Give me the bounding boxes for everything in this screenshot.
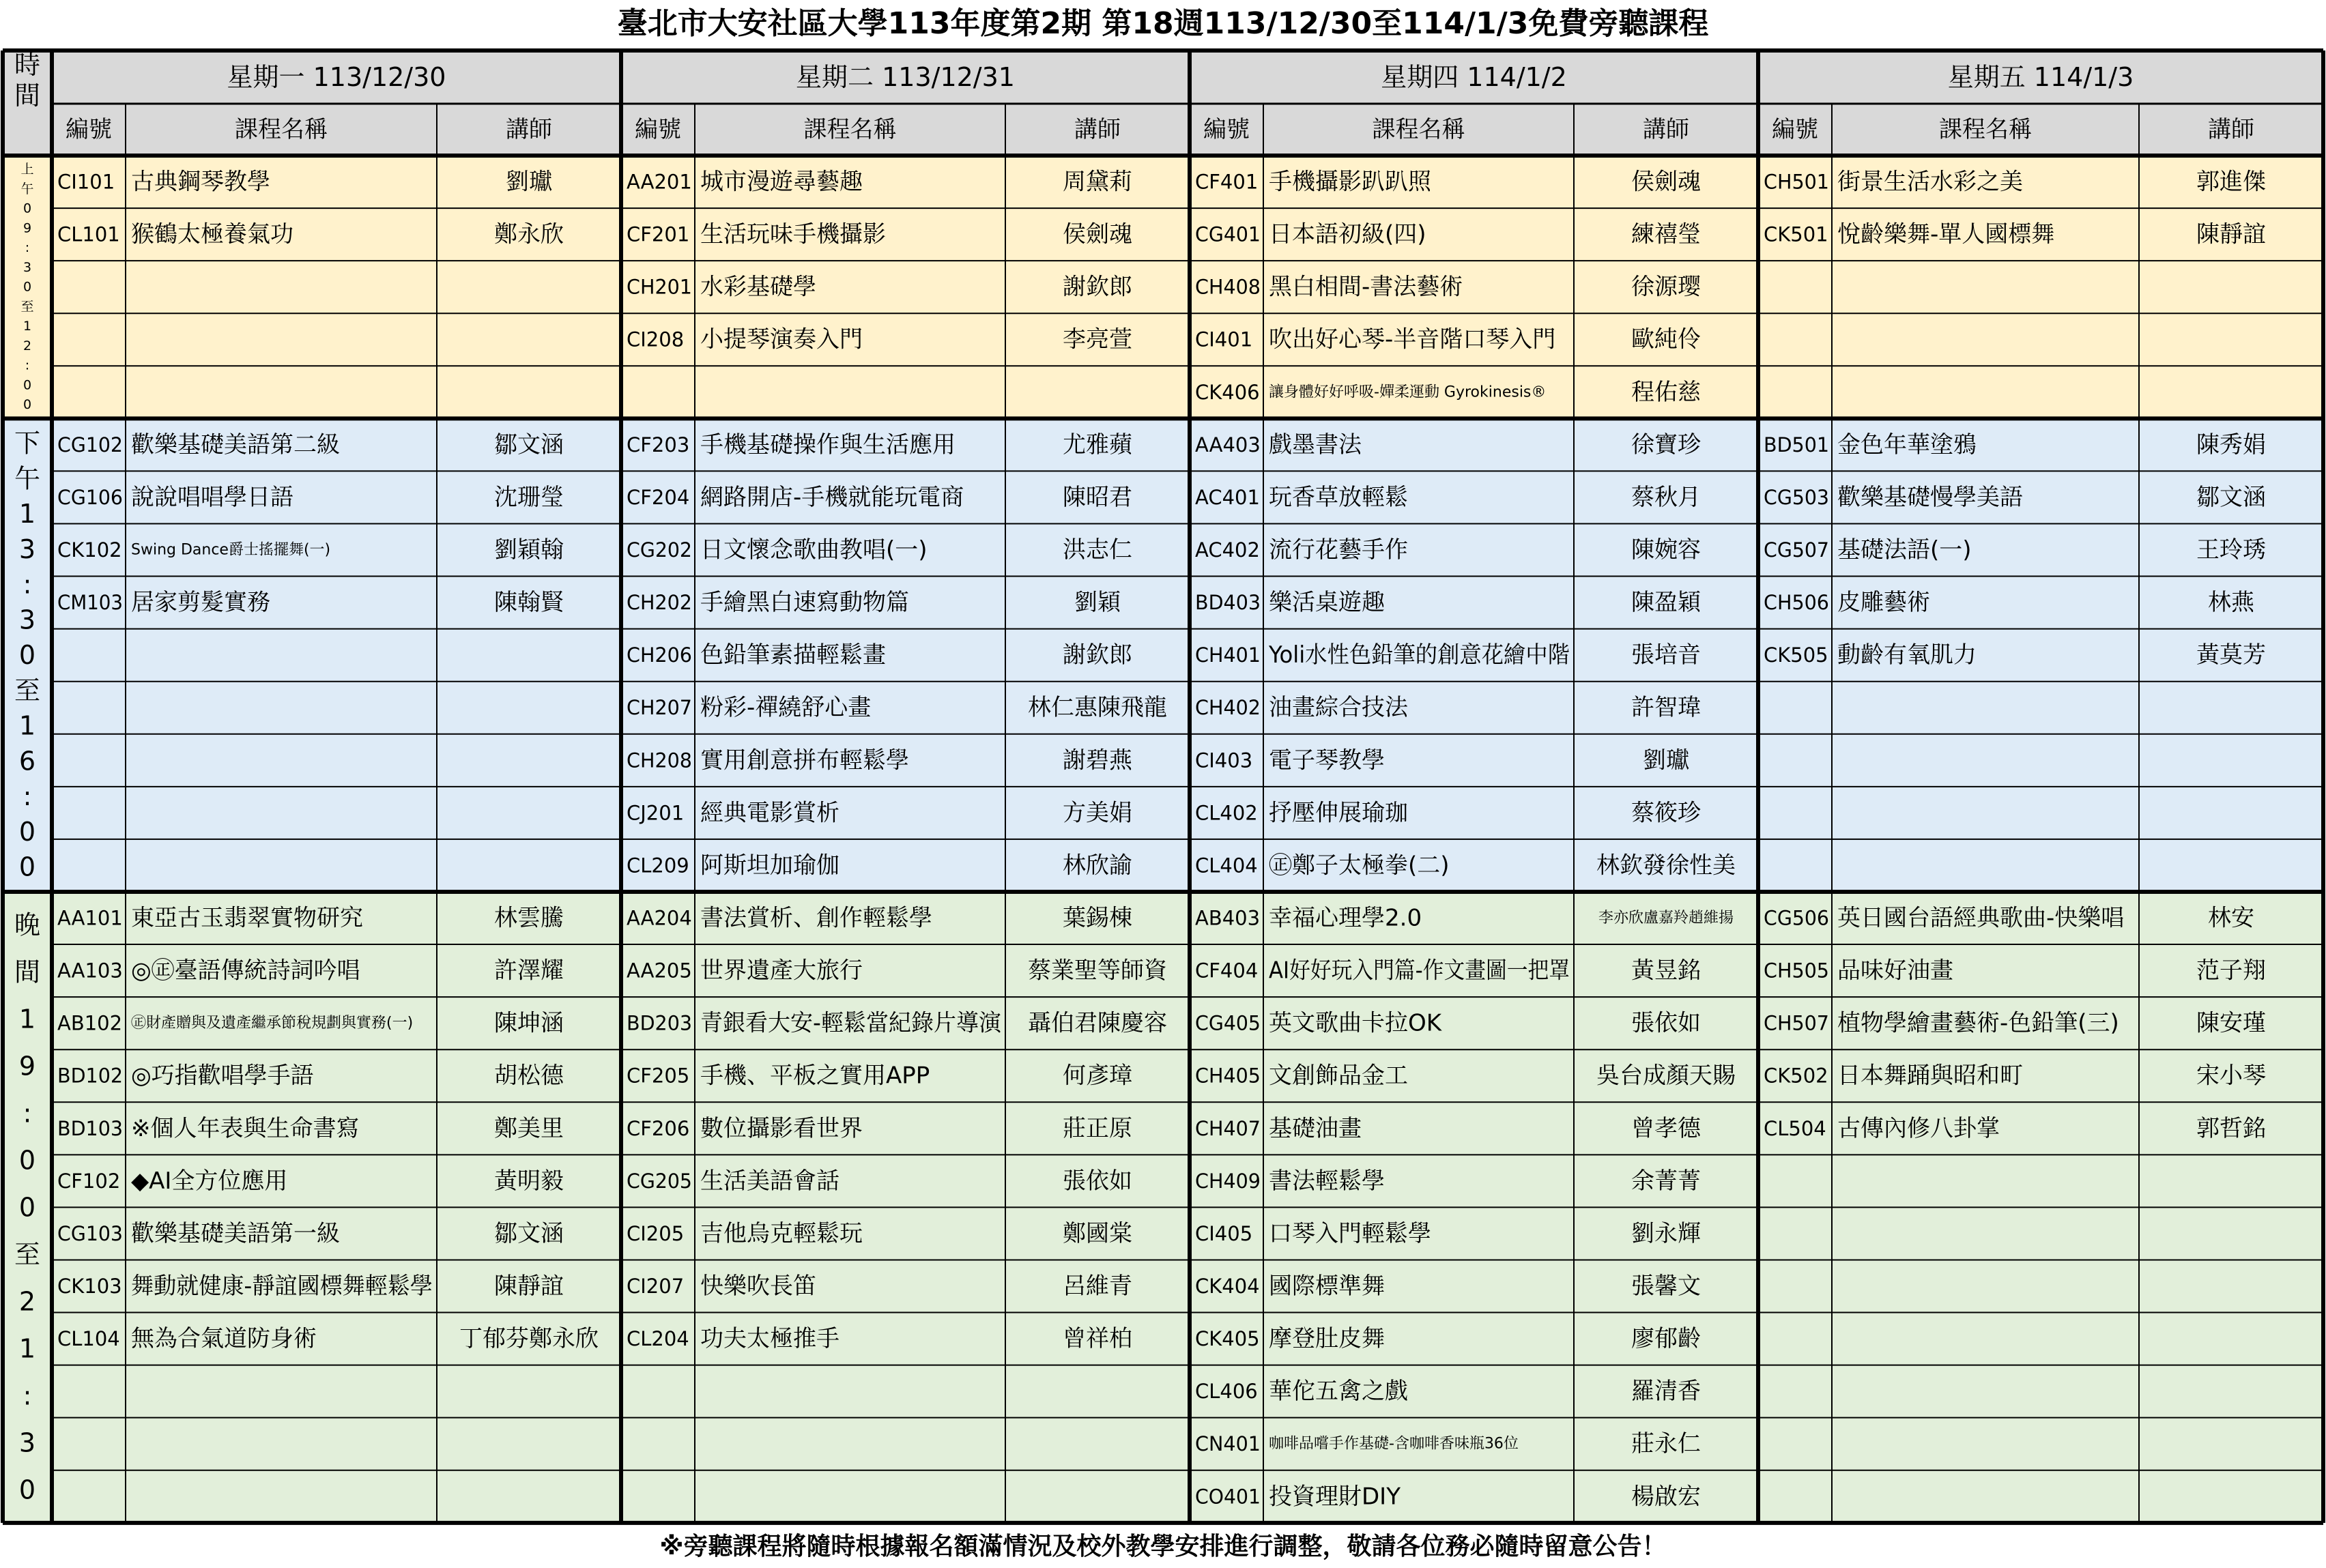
time-label-char: 9	[18, 1051, 36, 1081]
course-name: 英文歌曲卡拉OK	[1269, 1009, 1442, 1037]
course-code: CI401	[1195, 328, 1253, 351]
course-name: 手機基礎操作與生活應用	[700, 431, 956, 459]
course-code: AA101	[57, 906, 123, 930]
time-label-char: 晚	[14, 910, 41, 940]
course-instructor: 鄒文涵	[494, 431, 564, 459]
time-label-char: :	[25, 358, 30, 373]
course-instructor: 蔡筱珍	[1631, 799, 1701, 827]
course-instructor: 許澤耀	[494, 957, 564, 985]
course-name: 世界遺產大旅行	[700, 957, 863, 985]
course-name: 金色年華塗鴉	[1837, 431, 1977, 459]
course-code: CK502	[1764, 1064, 1828, 1088]
course-instructor: 周黛莉	[1063, 168, 1132, 196]
course-name: 生活美語會話	[700, 1167, 839, 1195]
time-label-char: 3	[23, 259, 32, 275]
course-code: CH202	[627, 591, 692, 615]
column-header-instructor: 講師	[1074, 116, 1121, 143]
course-instructor: 莊正原	[1063, 1114, 1132, 1142]
course-instructor: 徐源璎	[1631, 273, 1701, 301]
time-header-char: 時	[14, 50, 41, 80]
time-label-char: :	[23, 1098, 32, 1129]
course-name: 無為合氣道防身術	[131, 1325, 317, 1353]
course-instructor: 林安	[2208, 904, 2254, 932]
course-name: 色鉛筆素描輕鬆畫	[700, 641, 886, 669]
course-name: 吉他烏克輕鬆玩	[700, 1219, 863, 1247]
course-code: CN401	[1195, 1432, 1261, 1456]
course-instructor: 陳秀娟	[2196, 431, 2266, 459]
course-instructor: 曾祥柏	[1063, 1325, 1132, 1353]
course-instructor: 張培音	[1631, 641, 1701, 669]
column-header-code: 編號	[1203, 116, 1250, 143]
day-header: 星期四 114/1/2	[1381, 62, 1567, 92]
course-instructor: 練禧瑩	[1631, 220, 1701, 248]
course-code: CG405	[1195, 1011, 1261, 1035]
course-code: AB102	[57, 1011, 123, 1035]
course-name: ㊣財產贈與及遺產繼承節稅規劃與實務(一)	[131, 1015, 414, 1032]
course-name: ◎巧指歡唱學手語	[131, 1062, 314, 1090]
course-code: CI405	[1195, 1221, 1253, 1245]
time-label-char: 0	[18, 1475, 36, 1505]
course-code: CF401	[1195, 170, 1259, 194]
course-name: 咖啡品嚐手作基礎-含咖啡香味瓶36位	[1269, 1435, 1519, 1453]
course-code: CI205	[627, 1221, 685, 1245]
course-name: 歡樂基礎美語第一級	[131, 1219, 340, 1247]
course-name: 實用創意拼布輕鬆學	[700, 746, 909, 774]
time-label-char: 1	[18, 1004, 36, 1034]
course-instructor: 劉穎翰	[494, 536, 564, 564]
day-header: 星期五 114/1/3	[1947, 62, 2134, 92]
course-name: 戲墨書法	[1269, 431, 1362, 459]
time-label-char: 9	[23, 220, 32, 236]
course-name: 手機攝影趴趴照	[1269, 168, 1431, 196]
course-instructor: 李亮萱	[1063, 325, 1132, 353]
course-name: 幸福心理學2.0	[1269, 904, 1422, 932]
course-code: AA205	[627, 959, 692, 983]
course-instructor: 劉瓛	[1643, 746, 1689, 774]
course-instructor: 廖郁齡	[1631, 1325, 1701, 1353]
course-instructor: 劉永輝	[1631, 1219, 1701, 1247]
time-label-char: :	[23, 1380, 32, 1411]
course-name: 手繪黑白速寫動物篇	[700, 589, 909, 617]
course-code: CK103	[57, 1275, 122, 1298]
time-label-char: 0	[23, 397, 32, 413]
course-name: 日文懷念歌曲教唱(一)	[700, 536, 928, 564]
course-instructor: 陳盈穎	[1631, 589, 1701, 617]
course-name: ※個人年表與生命書寫	[131, 1114, 360, 1142]
course-instructor: 丁郁芬鄭永欣	[459, 1325, 599, 1353]
course-code: CI403	[1195, 749, 1253, 772]
time-label-char: 午	[20, 181, 34, 197]
course-name: 電子琴教學	[1269, 746, 1385, 774]
course-code: CL404	[1195, 854, 1258, 877]
course-code: CG401	[1195, 222, 1261, 246]
course-name: 基礎法語(一)	[1837, 536, 1972, 564]
course-name: 歡樂基礎美語第二級	[131, 431, 340, 459]
course-code: CI207	[627, 1275, 685, 1298]
course-code: CH408	[1195, 275, 1261, 299]
course-name: 品味好油畫	[1837, 957, 1953, 985]
course-code: CF201	[627, 222, 690, 246]
course-instructor: 沈珊瑩	[494, 483, 564, 511]
course-instructor: 林雲騰	[494, 904, 564, 932]
course-instructor: 歐純伶	[1631, 325, 1701, 353]
course-instructor: 陳安瑾	[2196, 1009, 2266, 1037]
course-instructor: 楊啟宏	[1631, 1483, 1701, 1511]
course-instructor: 張依如	[1063, 1167, 1132, 1195]
course-instructor: 胡松德	[494, 1062, 564, 1090]
course-code: AC401	[1195, 485, 1260, 509]
course-name: 居家剪髮實務	[131, 589, 270, 617]
course-name: 玩香草放輕鬆	[1269, 483, 1408, 511]
course-instructor: 李亦欣盧嘉羚趙維揚	[1598, 910, 1734, 927]
course-instructor: 陳靜誼	[494, 1273, 564, 1301]
time-label-char: 間	[14, 957, 41, 987]
course-instructor: 莊永仁	[1631, 1430, 1701, 1458]
course-code: CL204	[627, 1327, 689, 1351]
course-code: AC402	[1195, 538, 1260, 562]
course-instructor: 黃昱銘	[1631, 957, 1701, 985]
course-instructor: 聶伯君陳慶容	[1028, 1009, 1167, 1037]
course-code: CI101	[57, 170, 115, 194]
course-code: AA103	[57, 959, 123, 983]
course-instructor: 范子翔	[2196, 957, 2266, 985]
course-code: CG503	[1764, 485, 1829, 509]
course-instructor: 陳婉容	[1631, 536, 1701, 564]
course-instructor: 陳坤涵	[494, 1009, 564, 1037]
course-instructor: 吳台成顏天賜	[1596, 1062, 1736, 1090]
course-instructor: 張依如	[1631, 1009, 1701, 1037]
course-code: CH402	[1195, 696, 1261, 720]
course-name: 水彩基礎學	[700, 273, 816, 301]
course-name: 書法輕鬆學	[1269, 1167, 1385, 1195]
course-code: CH206	[627, 643, 692, 667]
time-label-char: 至	[20, 299, 34, 315]
time-label-char: 1	[18, 710, 36, 741]
course-name: 古典鋼琴教學	[131, 168, 270, 196]
time-label-char: :	[23, 569, 32, 600]
course-name: 日本語初級(四)	[1269, 220, 1426, 248]
course-code: CK505	[1764, 643, 1828, 667]
course-instructor: 方美娟	[1063, 799, 1132, 827]
course-instructor: 曾孝德	[1631, 1114, 1701, 1142]
time-label-char: 0	[18, 816, 36, 847]
day-header: 星期二 113/12/31	[796, 62, 1015, 92]
course-code: CK405	[1195, 1327, 1260, 1351]
course-instructor: 蔡秋月	[1631, 483, 1701, 511]
course-code: CF206	[627, 1116, 690, 1140]
course-name: 文創飾品金工	[1269, 1062, 1408, 1090]
time-label-char: 上	[20, 162, 34, 177]
column-header-code: 編號	[635, 116, 681, 143]
course-code: CK501	[1764, 222, 1828, 246]
course-instructor: 鄒文涵	[2196, 483, 2266, 511]
time-label-char: 0	[18, 852, 36, 882]
course-code: CJ201	[627, 801, 685, 825]
course-name: 舞動就健康-靜誼國標舞輕鬆學	[131, 1273, 433, 1301]
course-name: AI好好玩入門篇-作文畫圖一把罩	[1269, 957, 1570, 985]
course-instructor: 黃明毅	[494, 1167, 564, 1195]
course-name: 英日國台語經典歌曲-快樂唱	[1837, 904, 2125, 932]
course-code: CF205	[627, 1064, 690, 1088]
course-instructor: 陳翰賢	[494, 589, 564, 617]
course-code: CF102	[57, 1169, 121, 1193]
course-name: 皮雕藝術	[1837, 589, 1930, 617]
course-instructor: 尤雅蘋	[1063, 431, 1132, 459]
course-code: CH505	[1764, 959, 1829, 983]
course-code: CG106	[57, 485, 123, 509]
column-header-name: 課程名稱	[803, 116, 897, 143]
course-code: BD102	[57, 1064, 123, 1088]
course-code: CM103	[57, 591, 123, 615]
course-name: 基礎油畫	[1269, 1114, 1362, 1142]
course-name: 植物學繪畫藝術-色鉛筆(三)	[1837, 1009, 2119, 1037]
course-instructor: 鄒文涵	[494, 1219, 564, 1247]
course-name: 阿斯坦加瑜伽	[700, 852, 839, 880]
course-code: CH201	[627, 275, 692, 299]
course-code: CF203	[627, 433, 690, 456]
page-title: 臺北市大安社區大學113年度第2期 第18週113/12/30至114/1/3免費旁聽課程	[617, 6, 1709, 41]
course-code: CG507	[1764, 538, 1829, 562]
time-label-char: 2	[18, 1286, 36, 1317]
course-name: ㊣鄭子太極拳(二)	[1269, 852, 1450, 880]
time-label-char: 下	[14, 428, 41, 459]
course-name: 黑白相間-書法藝術	[1269, 273, 1463, 301]
course-name: 讓身體好好呼吸-嬋柔運動 Gyrokinesis®	[1269, 383, 1547, 401]
course-code: CH507	[1764, 1011, 1829, 1035]
column-header-instructor: 講師	[506, 116, 552, 143]
course-name: 街景生活水彩之美	[1837, 168, 2023, 196]
course-code: CO401	[1195, 1485, 1261, 1509]
course-instructor: 謝碧燕	[1063, 746, 1132, 774]
course-instructor: 侯劍魂	[1631, 168, 1701, 196]
course-instructor: 徐寶珍	[1631, 431, 1701, 459]
course-code: CK102	[57, 538, 122, 562]
time-label-char: 1	[18, 1333, 36, 1364]
course-code: CK404	[1195, 1275, 1260, 1298]
course-code: CL504	[1764, 1116, 1826, 1140]
course-code: CG506	[1764, 906, 1829, 930]
course-instructor: 許智瑋	[1631, 694, 1701, 722]
course-name: 東亞古玉翡翠實物研究	[131, 904, 363, 932]
course-code: CL104	[57, 1327, 120, 1351]
course-instructor: 劉瓛	[506, 168, 552, 196]
course-code: CF204	[627, 485, 690, 509]
course-name: 生活玩味手機攝影	[700, 220, 886, 248]
course-code: CH405	[1195, 1064, 1261, 1088]
course-name: 日本舞踊與昭和町	[1837, 1062, 2023, 1090]
course-code: CH401	[1195, 643, 1261, 667]
column-header-instructor: 講師	[1643, 116, 1689, 143]
course-instructor: 宋小琴	[2196, 1062, 2266, 1090]
course-instructor: 林仁惠陳飛龍	[1028, 694, 1167, 722]
time-header-char: 間	[14, 81, 41, 111]
course-name: 抒壓伸展瑜珈	[1269, 799, 1408, 827]
course-name: 青銀看大安-輕鬆當紀錄片導演	[700, 1009, 1003, 1037]
course-instructor: 鄭美里	[494, 1114, 564, 1142]
time-label-char: 0	[23, 279, 32, 295]
time-label-char: 0	[18, 1192, 36, 1223]
time-label-char: 3	[18, 1427, 36, 1458]
course-name: 猴鶴太極養氣功	[131, 220, 293, 248]
course-name: ◆AI全方位應用	[131, 1167, 288, 1195]
time-label-char: 6	[18, 746, 36, 776]
column-header-name: 課程名稱	[1372, 116, 1465, 143]
course-code: CH501	[1764, 170, 1829, 194]
time-label-char: 午	[14, 463, 41, 494]
course-code: CL402	[1195, 801, 1258, 825]
course-code: CL209	[627, 854, 689, 877]
course-instructor: 何彥璋	[1063, 1062, 1132, 1090]
time-label-char: 0	[23, 201, 32, 216]
course-name: 古傳內修八卦掌	[1837, 1114, 2000, 1142]
course-name: 流行花藝手作	[1269, 536, 1408, 564]
course-instructor: 謝欽郎	[1063, 641, 1132, 669]
course-name: 快樂吹長笛	[700, 1273, 816, 1301]
course-instructor: 謝欽郎	[1063, 273, 1132, 301]
course-instructor: 蔡業聖等師資	[1028, 957, 1167, 985]
course-name: 投資理財DIY	[1269, 1483, 1401, 1511]
course-name: 經典電影賞析	[700, 799, 839, 827]
time-label-char: 0	[23, 377, 32, 393]
course-instructor: 張馨文	[1631, 1273, 1701, 1301]
course-code: BD501	[1764, 433, 1829, 456]
course-instructor: 余菁菁	[1631, 1167, 1701, 1195]
course-name: 數位攝影看世界	[700, 1114, 863, 1142]
day-header: 星期一 113/12/30	[227, 62, 446, 92]
course-name: 手機、平板之實用APP	[700, 1062, 930, 1090]
course-code: CH506	[1764, 591, 1829, 615]
course-code: CG202	[627, 538, 692, 562]
course-instructor: 羅清香	[1631, 1378, 1701, 1406]
course-instructor: 郭進傑	[2196, 168, 2266, 196]
course-instructor: 鄭國棠	[1063, 1219, 1132, 1247]
course-name: 樂活桌遊趣	[1269, 589, 1385, 617]
course-instructor: 洪志仁	[1063, 536, 1132, 564]
course-code: CH208	[627, 749, 692, 772]
time-label-char: 0	[18, 640, 36, 671]
footer-notice: ※旁聽課程將隨時根據報名額滿情況及校外教學安排進行調整，敬請各位務必隨時留意公告！	[659, 1533, 1667, 1560]
course-code: CF404	[1195, 959, 1259, 983]
course-instructor: 林欽發徐性美	[1596, 852, 1736, 880]
course-instructor: 呂維青	[1063, 1273, 1132, 1301]
course-name: 油畫綜合技法	[1269, 694, 1408, 722]
course-instructor: 林欣諭	[1063, 852, 1132, 880]
course-code: AB403	[1195, 906, 1261, 930]
course-name: 網路開店-手機就能玩電商	[700, 483, 964, 511]
course-name: ◎㊣臺語傳統詩詞吟唱	[131, 957, 360, 985]
course-name: 粉彩-禪繞舒心畫	[700, 694, 872, 722]
course-name: 摩登肚皮舞	[1269, 1325, 1385, 1353]
course-instructor: 葉錫棟	[1063, 904, 1132, 932]
course-instructor: 王玲琇	[2196, 536, 2266, 564]
column-header-code: 編號	[1772, 116, 1818, 143]
course-name: 吹出好心琴-半音階口琴入門	[1269, 325, 1556, 353]
time-label-char: :	[23, 781, 32, 812]
course-code: BD103	[57, 1116, 123, 1140]
course-name: 說說唱唱學日語	[131, 483, 293, 511]
course-code: CL101	[57, 222, 120, 246]
course-code: CL406	[1195, 1380, 1258, 1404]
column-header-name: 課程名稱	[235, 116, 328, 143]
course-instructor: 陳昭君	[1063, 483, 1132, 511]
course-instructor: 鄭永欣	[494, 220, 564, 248]
course-code: CG205	[627, 1169, 692, 1193]
time-label-char: 1	[18, 499, 36, 529]
course-name: 華佗五禽之戲	[1269, 1378, 1408, 1406]
course-code: CH409	[1195, 1169, 1261, 1193]
course-name: 悅齡樂舞-單人國標舞	[1837, 220, 2055, 248]
course-name: 小提琴演奏入門	[700, 325, 863, 353]
time-label-char: 1	[23, 319, 32, 334]
course-instructor: 侯劍魂	[1063, 220, 1132, 248]
course-name: 城市漫遊尋藝趣	[700, 168, 863, 196]
course-code: CH407	[1195, 1116, 1261, 1140]
course-instructor: 陳靜誼	[2196, 220, 2266, 248]
course-name: Yoli水性色鉛筆的創意花繪中階	[1268, 641, 1570, 669]
time-label-char: 2	[23, 338, 32, 353]
course-code: BD403	[1195, 591, 1261, 615]
column-header-name: 課程名稱	[1939, 116, 2032, 143]
course-name: 動齡有氧肌力	[1837, 641, 1977, 669]
course-instructor: 郭哲銘	[2196, 1114, 2266, 1142]
course-instructor: 林燕	[2208, 589, 2254, 617]
course-name: Swing Dance爵士搖擺舞(一)	[131, 541, 331, 559]
course-code: CG103	[57, 1221, 123, 1245]
course-code: CI208	[627, 328, 685, 351]
course-name: 書法賞析、創作輕鬆學	[700, 904, 932, 932]
course-code: CH207	[627, 696, 692, 720]
course-name: 歡樂基礎慢學美語	[1837, 483, 2023, 511]
time-label-char: :	[25, 240, 30, 256]
course-instructor: 黃莫芳	[2196, 641, 2266, 669]
course-instructor: 程佑慈	[1631, 378, 1701, 406]
course-name: 功夫太極推手	[700, 1325, 839, 1353]
time-label-char: 至	[14, 675, 41, 706]
column-header-code: 編號	[66, 116, 112, 143]
course-instructor: 劉穎	[1074, 589, 1121, 617]
time-label-char: 至	[14, 1239, 41, 1270]
course-code: AA403	[1195, 433, 1261, 456]
course-code: CK406	[1195, 380, 1260, 404]
course-name: 口琴入門輕鬆學	[1269, 1219, 1431, 1247]
time-label-char: 3	[18, 534, 36, 564]
course-code: AA201	[627, 170, 692, 194]
time-label-char: 0	[18, 1145, 36, 1176]
course-name: 國際標準舞	[1269, 1273, 1385, 1301]
course-code: BD203	[627, 1011, 692, 1035]
course-code: AA204	[627, 906, 692, 930]
course-code: CG102	[57, 433, 123, 456]
time-label-char: 3	[18, 605, 36, 635]
column-header-instructor: 講師	[2208, 116, 2254, 143]
